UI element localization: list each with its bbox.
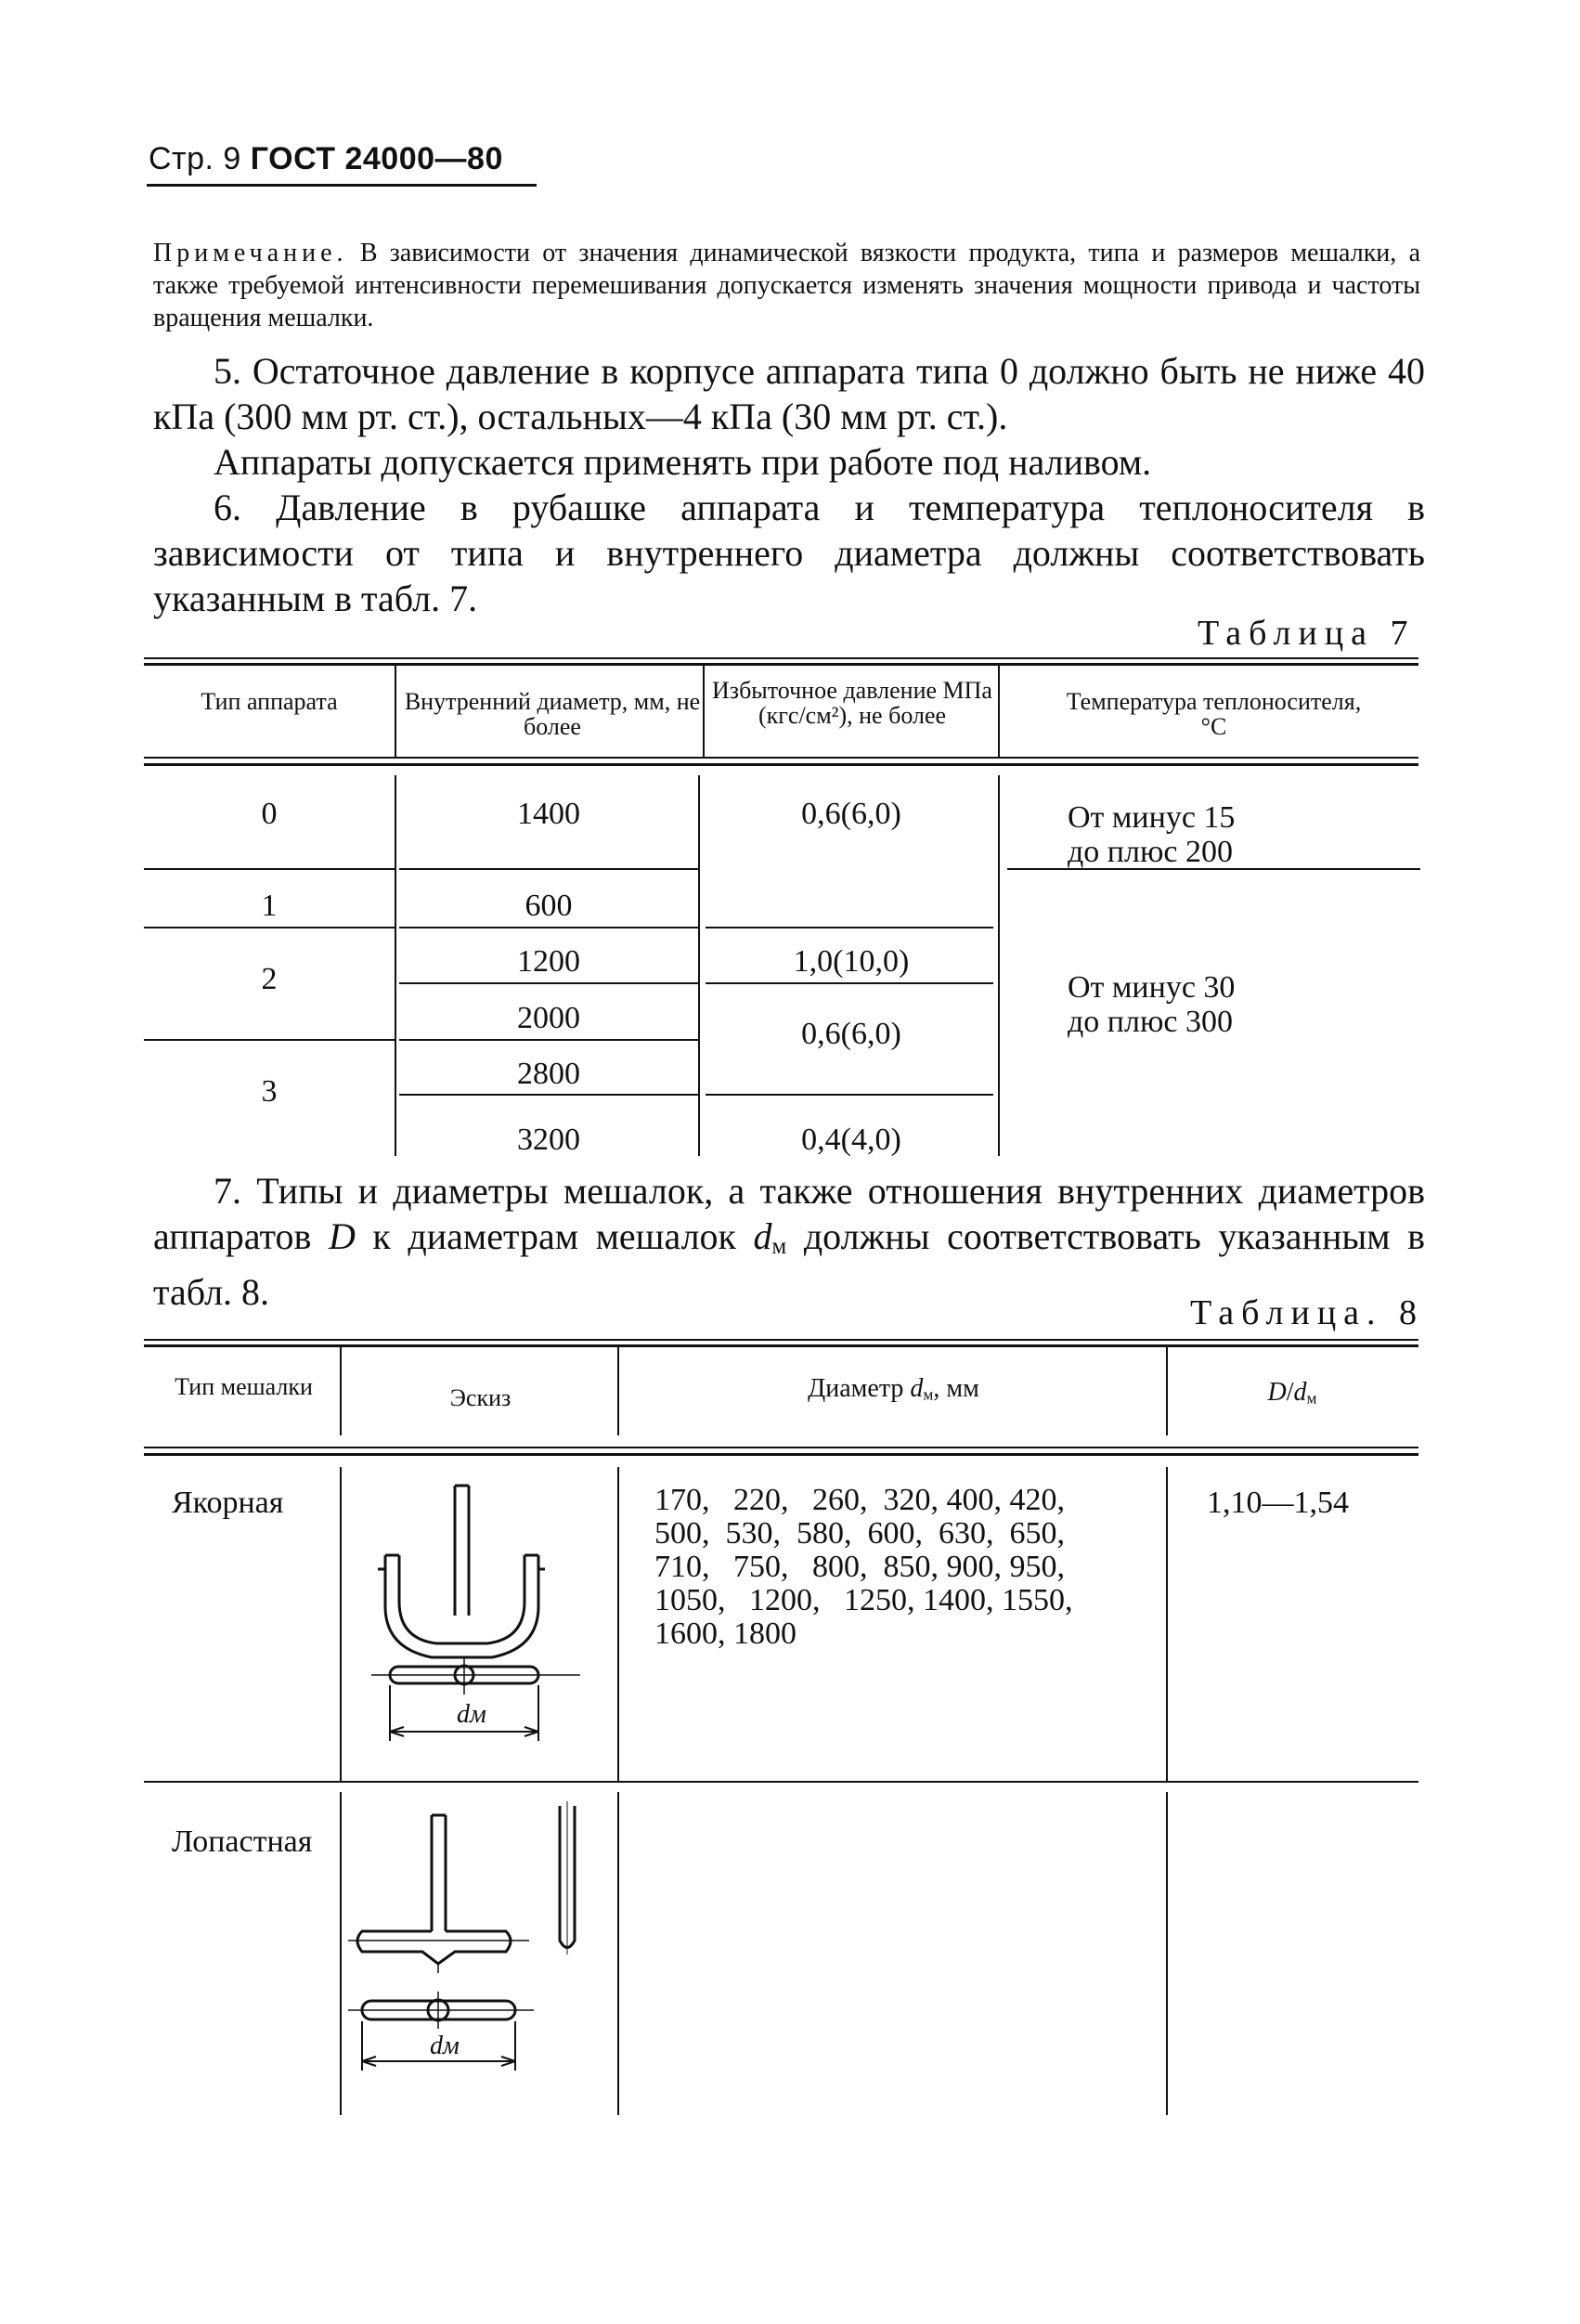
t8-header-sketch: Эскиз xyxy=(449,1384,512,1411)
t8-v1b xyxy=(340,1792,342,2115)
table8-caption: Таблица. 8 xyxy=(1190,1293,1425,1332)
t7-sep-press-3 xyxy=(706,1094,993,1096)
t7-sep-type-2 xyxy=(144,1039,395,1041)
t7-diameter-cell: 1200 xyxy=(517,944,580,979)
t8-type-cell: Якорная xyxy=(172,1486,284,1520)
t7-type-cell: 0 xyxy=(261,797,278,831)
t7-sep-diam-1 xyxy=(399,927,698,928)
paragraph-7-text-b: к диаметрам мешалок xyxy=(355,1215,754,1257)
t7-type-cell: 1 xyxy=(261,889,278,923)
t8-diameters-line: 1050, 1200, 1250, 1400, 1550, xyxy=(654,1583,1073,1617)
t8-header-rule-2 xyxy=(144,1453,1418,1456)
note-label: Примечание. xyxy=(153,239,348,267)
t8-top-rule-2 xyxy=(144,1344,1418,1347)
t7-sep-type-1 xyxy=(144,927,395,928)
t8-diameters-cell xyxy=(654,1484,1073,1651)
paddle-mixer-sketch xyxy=(348,1801,608,2098)
t7-sep-type-0 xyxy=(144,868,395,870)
t8-diameters-line: 500, 530, 580, 600, 630, 650, xyxy=(654,1516,1065,1551)
t8-header-ratio-D: D xyxy=(1267,1378,1287,1407)
t7-temp-line: до плюс 300 xyxy=(1068,1005,1233,1039)
t7-top-rule-2 xyxy=(144,663,1418,666)
t8-header-ratio-slash: / xyxy=(1286,1378,1294,1407)
page-header xyxy=(149,141,503,177)
anchor-mixer-sketch xyxy=(367,1476,589,1755)
t7-header-rule xyxy=(144,757,1418,759)
t7-sep-diam-0 xyxy=(399,868,698,870)
t7-temp-line: От минус 15 xyxy=(1068,800,1236,835)
t7-temp-line: От минус 30 xyxy=(1068,970,1236,1005)
t7-type-cell: 3 xyxy=(261,1074,278,1109)
t8-v3b xyxy=(1166,1792,1168,2115)
t8-top-rule xyxy=(144,1339,1418,1341)
note-text: В зависимости от значения динамической вязкости продукта, типа и размеров мешалки, а также требуемой интенсивности перемешивания допускается изменять значения мощности привода и частоты вращения мешалки. xyxy=(153,239,1420,332)
t7-temp-line: до плюс 200 xyxy=(1068,835,1233,869)
t7-pressure-cell: 1,0(10,0) xyxy=(793,944,910,979)
paragraph-5b: Аппараты допускается применять при работе под наливом. xyxy=(214,441,1152,483)
t8-header-diameter xyxy=(622,1376,1165,1407)
t8-header-diameter-d: d xyxy=(910,1374,924,1403)
t8-type-cell: Лопастная xyxy=(172,1824,313,1859)
note-paragraph xyxy=(153,237,1420,334)
t7-temp-cell xyxy=(1068,800,1235,869)
paragraph-5: 5. Остаточное давление в корпусе аппарата типа 0 должно быть не ниже 40 кПа (300 мм рт. ст.), остальных—4 кПа (30 мм рт. ст.). xyxy=(153,350,1425,437)
t8-header-ratio xyxy=(1172,1380,1413,1410)
t8-header-rule xyxy=(144,1447,1418,1448)
t7-header-type: Тип аппарата xyxy=(201,688,338,715)
table7-caption: Таблица 7 xyxy=(1198,614,1416,653)
t7-type-cell: 2 xyxy=(261,962,278,996)
anchor-sketch-label: dм xyxy=(457,1700,486,1729)
t8-diameters-line: 170, 220, 260, 320, 400, 420, xyxy=(654,1483,1065,1517)
t7-diameter-cell: 2000 xyxy=(517,1001,580,1035)
t8-row-separator xyxy=(144,1781,1418,1783)
t7-pressure-cell: 0,6(6,0) xyxy=(801,1017,901,1051)
t7-header-temperature-unit: °C xyxy=(1200,713,1227,740)
t8-v3 xyxy=(1166,1467,1168,1781)
t7-header-temperature-text: Температура теплоносителя, xyxy=(1066,688,1362,715)
t7-header-diameter: Внутренний диаметр, мм, не более xyxy=(404,688,701,740)
t8-hv3 xyxy=(1166,1347,1168,1435)
t8-v2b xyxy=(617,1792,619,2115)
t8-header-diameter-unit: , мм xyxy=(933,1374,979,1403)
t7-diameter-cell: 1400 xyxy=(517,797,580,831)
paragraph-6: 6. Давление в рубашке аппарата и температура теплоносителя в зависимости от типа и внутреннего диаметра должны соответствовать указанным в табл. 7. xyxy=(153,487,1425,619)
t7-diameter-cell: 2800 xyxy=(517,1057,580,1091)
t7-sep-press-2 xyxy=(706,982,993,984)
t7-pressure-cell: 0,4(4,0) xyxy=(801,1123,901,1157)
t7-top-rule xyxy=(144,657,1418,659)
header-rule xyxy=(147,184,537,187)
t7-diameter-cell: 3200 xyxy=(517,1123,580,1157)
t8-diameters-line: 710, 750, 800, 850, 900, 950, xyxy=(654,1550,1065,1584)
t8-header-diameter-sub: м xyxy=(923,1385,934,1404)
t7-header-pressure: Избыточное давление МПа (кгс/см²), не более xyxy=(712,677,992,729)
t8-ratio-cell: 1,10—1,54 xyxy=(1207,1486,1349,1520)
t8-hv2 xyxy=(617,1347,619,1435)
t7-hv1 xyxy=(395,666,396,757)
t7-hv2 xyxy=(703,666,705,757)
t8-header-ratio-sub: м xyxy=(1306,1389,1317,1408)
paragraph-7-D: D xyxy=(328,1215,356,1257)
t8-diameters-line: 1600, 1800 xyxy=(654,1616,796,1651)
t7-header-rule-2 xyxy=(144,763,1418,766)
standard-title: ГОСТ 24000—80 xyxy=(250,141,503,176)
paragraph-7-sub: м xyxy=(771,1233,787,1259)
t8-header-type: Тип мешалки xyxy=(175,1373,313,1400)
t7-temp-cell xyxy=(1068,970,1235,1039)
t8-v1 xyxy=(340,1467,342,1781)
paragraph-7-text-c: должны соответствовать указанным в табл. 8. xyxy=(153,1215,1425,1313)
t7-v2 xyxy=(698,775,700,1156)
t7-pressure-cell: 0,6(6,0) xyxy=(801,797,901,831)
t8-header-diameter-text: Диаметр xyxy=(808,1374,911,1403)
paragraph-7-text-a: 7. Типы и диаметры мешалок, а также отношения внутренних диаметров аппаратов xyxy=(153,1170,1425,1257)
t7-sep-diam-2 xyxy=(399,982,698,984)
t7-sep-diam-3 xyxy=(399,1039,698,1041)
t8-hv1 xyxy=(340,1347,342,1435)
t7-sep-diam-4 xyxy=(399,1094,698,1096)
t7-sep-press-1 xyxy=(706,927,993,928)
page-number: Стр. 9 xyxy=(149,141,241,176)
t7-diameter-cell: 600 xyxy=(525,889,573,923)
paragraph-7-d: d xyxy=(753,1215,772,1257)
t7-header-temperature xyxy=(1007,689,1420,739)
t8-header-ratio-d: d xyxy=(1293,1378,1307,1407)
t8-v2 xyxy=(617,1467,619,1781)
paddle-sketch-label: dм xyxy=(430,2032,460,2060)
t7-hv3 xyxy=(998,666,1000,757)
t7-v1 xyxy=(395,775,396,1156)
